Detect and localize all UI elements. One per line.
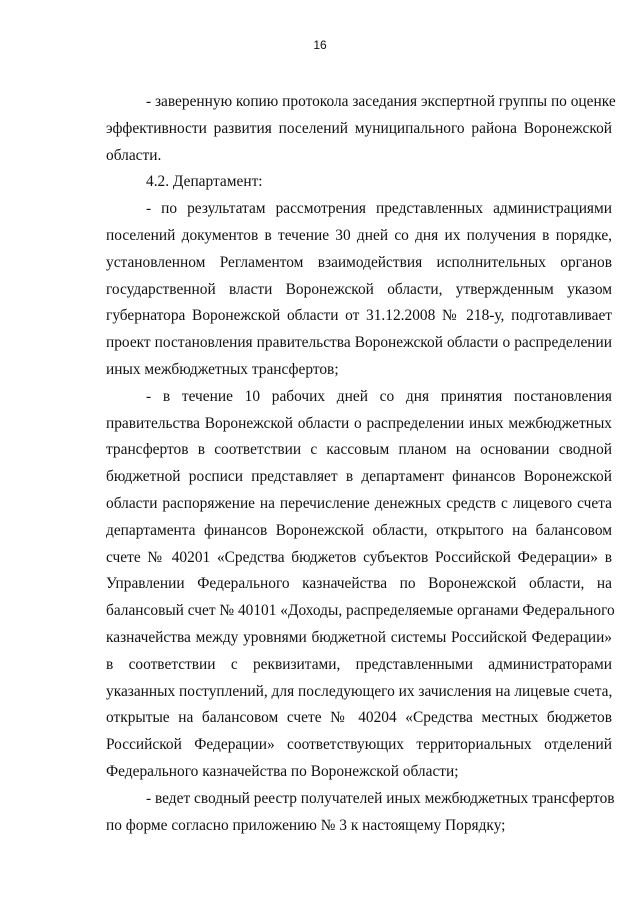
text-line: счете № 40201 «Средства бюджетов субъектов Российской Федерации» в — [106, 548, 612, 566]
text-line: государственной власти Воронежской области, утвержденным указом — [106, 280, 612, 298]
text-line: - заверенную копию протокола заседания экспертной группы по оценке — [146, 93, 616, 110]
page-number: 16 — [313, 38, 327, 52]
text-line: эффективности развития поселений муниципального района Воронежской — [106, 119, 612, 137]
text-line: - по результатам рассмотрения представленных администрациями — [146, 200, 612, 218]
text-line: по форме согласно приложению № 3 к настоящему Порядку; — [106, 816, 506, 834]
text-line: Управлении Федерального казначейства по Воронежской области, на — [106, 575, 612, 593]
paragraph — [106, 196, 612, 384]
text-line: указанных поступлений, для последующего их зачисления на лицевые счета, — [106, 682, 613, 700]
text-line: казначейства между уровнями бюджетной системы Российской Федерации» — [106, 628, 612, 646]
text-line: бюджетной росписи представляет в департамент финансов Воронежской — [106, 468, 612, 486]
text-line: балансовый счет № 40101 «Доходы, распределяемые органами Федерального — [106, 602, 615, 620]
text-line: - ведет сводный реестр получателей иных межбюджетных трансфертов — [146, 789, 615, 807]
text-line: проект постановления правительства Воронежской области о распределении — [106, 334, 612, 352]
paragraph — [106, 169, 612, 196]
text-line: - в течение 10 рабочих дней со дня принятия постановления — [146, 387, 612, 405]
text-line: правительства Воронежской области о распределении иных межбюджетных — [106, 414, 612, 432]
text-line: Федерального казначейства по Воронежской области; — [106, 762, 459, 780]
paragraph — [106, 89, 616, 169]
text-line: области распоряжение на перечисление денежных средств с лицевого счета — [106, 494, 612, 512]
paragraph — [106, 786, 615, 840]
text-line: департамента финансов Воронежской области, открытого на балансовом — [106, 521, 612, 539]
text-line: иных межбюджетных трансфертов; — [106, 360, 339, 378]
text-line: 4.2. Департамент: — [146, 173, 263, 191]
document-body — [106, 89, 616, 839]
text-line: губернатора Воронежской области от 31.12.2008 № 218-у, подготавливает — [106, 307, 612, 325]
text-line: трансфертов в соответствии с кассовым планом на основании сводной — [106, 441, 612, 459]
text-line: области. — [106, 146, 162, 164]
text-line: Российской Федерации» соответствующих территориальных отделений — [106, 736, 612, 754]
text-line: поселений документов в течение 30 дней со дня их получения в порядке, — [106, 226, 612, 244]
paragraph — [106, 384, 615, 786]
text-line: установленном Регламентом взаимодействия исполнительных органов — [106, 253, 612, 271]
text-line: в соответствии с реквизитами, представленными администраторами — [106, 655, 612, 673]
text-line: открытые на балансовом счете № 40204 «Средства местных бюджетов — [106, 709, 612, 727]
